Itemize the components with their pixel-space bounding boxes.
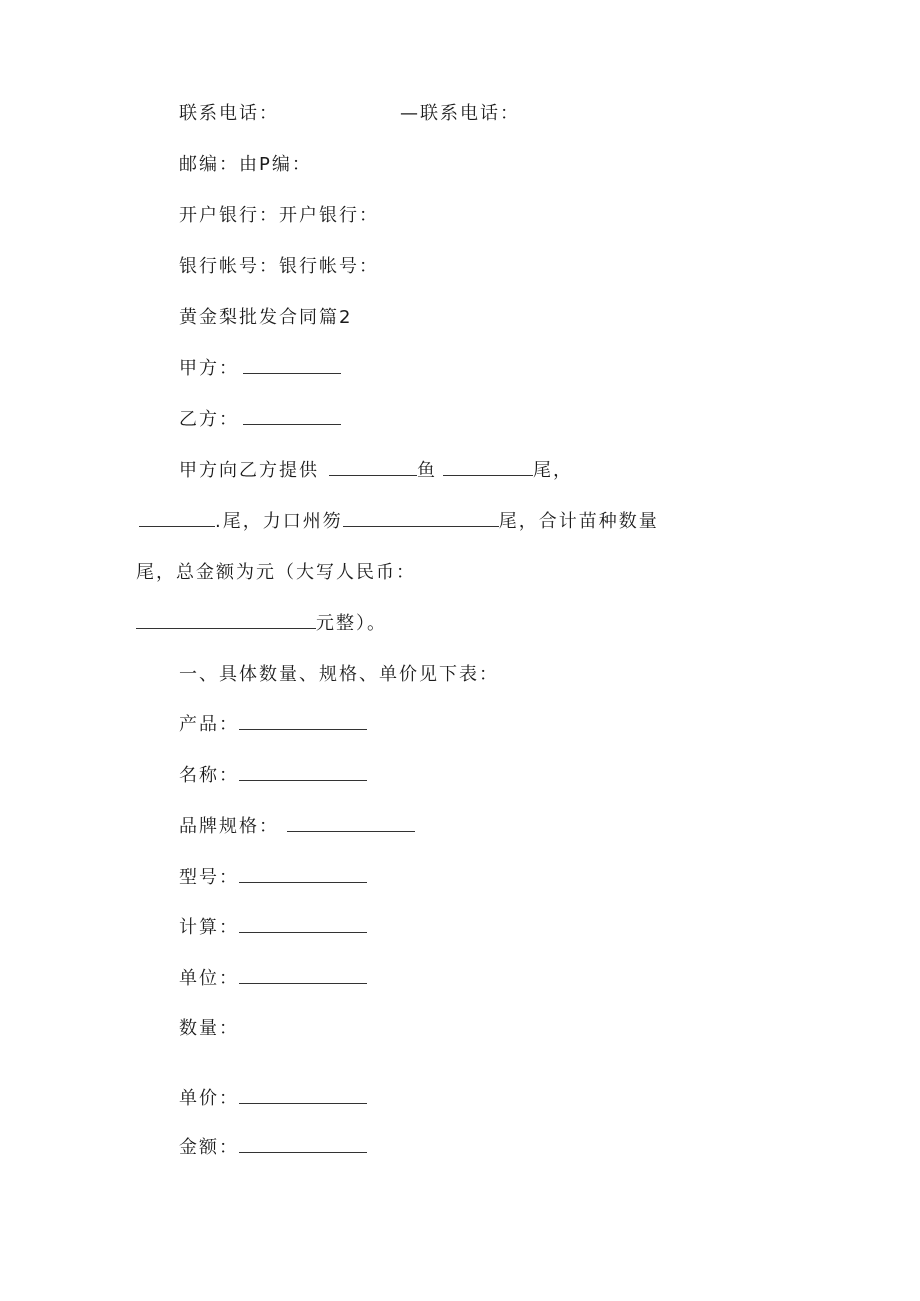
account-line: 银行帐号：银行帐号： bbox=[179, 256, 379, 277]
line4-text: 元整）。 bbox=[316, 613, 387, 634]
field-unit-blank[interactable] bbox=[239, 967, 367, 984]
total-amount-line-2 bbox=[136, 612, 387, 636]
field-product bbox=[179, 713, 367, 737]
field-amount bbox=[179, 1136, 367, 1160]
supply-blank-1[interactable] bbox=[329, 459, 417, 476]
bank-line: 开户银行：开户银行： bbox=[179, 205, 379, 226]
supply-tail: 尾， bbox=[533, 460, 573, 481]
field-amount-blank[interactable] bbox=[239, 1136, 367, 1153]
field-amount-label: 金额： bbox=[179, 1137, 239, 1158]
total-amount-line: 尾，总金额为元（大写人民币： bbox=[136, 562, 416, 583]
field-name bbox=[179, 764, 367, 788]
field-brand-spec bbox=[179, 815, 415, 839]
field-calc bbox=[179, 916, 367, 940]
field-brand-spec-blank[interactable] bbox=[287, 815, 415, 832]
line2-blank-1[interactable] bbox=[139, 510, 215, 527]
rmb-uppercase-blank[interactable] bbox=[136, 612, 316, 629]
supply-line-2 bbox=[139, 510, 659, 534]
party-a-label: 甲方： bbox=[179, 358, 239, 379]
field-model-label: 型号： bbox=[179, 867, 239, 888]
field-calc-blank[interactable] bbox=[239, 916, 367, 933]
field-product-blank[interactable] bbox=[239, 713, 367, 730]
party-a-blank[interactable] bbox=[243, 357, 341, 374]
line2-blank-2[interactable] bbox=[343, 510, 499, 527]
section-1-title: 一、具体数量、规格、单价见下表： bbox=[179, 664, 499, 685]
party-b-line bbox=[179, 408, 341, 432]
line2-part-2: 尾，合计苗种数量 bbox=[498, 511, 659, 532]
field-model bbox=[179, 866, 367, 890]
contact-label-left: 联系电话： bbox=[179, 103, 279, 124]
field-quantity-label: 数量： bbox=[179, 1018, 239, 1039]
party-b-blank[interactable] bbox=[243, 408, 341, 425]
party-b-label: 乙方： bbox=[179, 409, 239, 430]
field-product-label: 产品： bbox=[179, 714, 239, 735]
supply-line bbox=[179, 459, 573, 483]
field-quantity bbox=[179, 1017, 239, 1041]
line2-part-1: .尾，力口州笏 bbox=[215, 511, 343, 532]
field-brand-spec-label: 品牌规格： bbox=[179, 816, 279, 837]
party-a-line bbox=[179, 357, 341, 381]
field-unit-price-blank[interactable] bbox=[239, 1087, 367, 1104]
postcode-line: 邮编：由P编： bbox=[179, 154, 312, 175]
section-heading: 黄金梨批发合同篇2 bbox=[179, 307, 353, 328]
field-unit-price bbox=[179, 1087, 367, 1111]
supply-prefix: 甲方向乙方提供 bbox=[179, 460, 319, 481]
field-unit-label: 单位： bbox=[179, 968, 239, 989]
field-calc-label: 计算： bbox=[179, 917, 239, 938]
supply-blank-2[interactable] bbox=[443, 459, 533, 476]
contact-label-right: —联系电话： bbox=[400, 103, 520, 124]
field-name-blank[interactable] bbox=[239, 764, 367, 781]
field-unit-price-label: 单价： bbox=[179, 1088, 239, 1109]
supply-fish: 鱼 bbox=[417, 460, 437, 481]
field-model-blank[interactable] bbox=[239, 866, 367, 883]
field-name-label: 名称： bbox=[179, 765, 239, 786]
field-unit bbox=[179, 967, 367, 991]
